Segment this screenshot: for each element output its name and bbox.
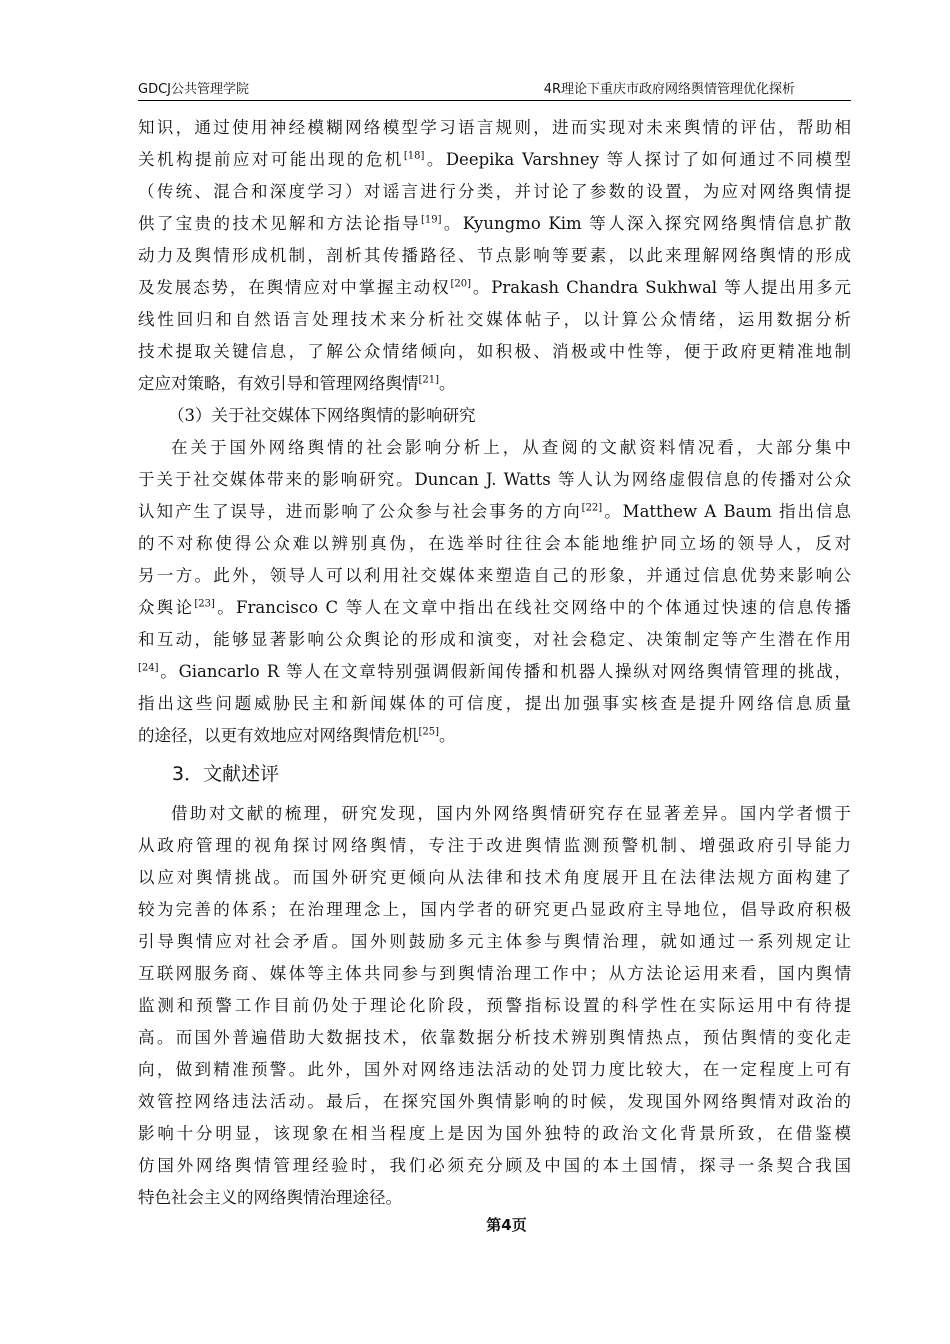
- text-line: （传统、混合和深度学习）对谣言进行分类，并讨论了参数的设置，为应对网络舆情提: [138, 182, 851, 201]
- text-line: 知识，通过使用神经模糊网络模型学习语言规则，进而实现对未来舆情的评估，帮助相: [138, 118, 851, 137]
- text-line: 技术提取关键信息，了解公众情绪倾向，如积极、消极或中性等，便于政府更精准地制: [138, 342, 851, 361]
- text-line: 动力及舆情形成机制，剖析其传播路径、节点影响等要素，以此来理解网络舆情的形成: [138, 246, 851, 265]
- text-line: 影响十分明显，该现象在相当程度上是因为国外独特的政治文化背景所致，在借鉴模: [138, 1124, 851, 1143]
- text-line: 于关于社交媒体带来的影响研究。Duncan J. Watts 等人认为网络虚假信息的传播对公众: [138, 470, 851, 489]
- text-line: 以应对舆情挑战。而国外研究更倾向从法律和技术角度展开且在法律法规方面构建了: [138, 868, 851, 887]
- text-line: 关机构提前应对可能出现的危机[18]。Deepika Varshney 等人探讨了如何通过不同模型: [138, 150, 852, 169]
- text-line: 及发展态势，在舆情应对中掌握主动权[20]。Prakash Chandra Sukhwal 等人提出用多元: [138, 278, 851, 297]
- header-rule: [138, 100, 851, 101]
- text-line: [24]。Giancarlo R 等人在文章特别强调假新闻传播和机器人操纵对网络舆情管理的挑战，: [138, 662, 851, 681]
- text-line: 线性回归和自然语言处理技术来分析社交媒体帖子，以计算公众情绪，运用数据分析: [138, 310, 851, 329]
- page-header: [138, 72, 851, 96]
- text-line: 的不对称使得公众难以辨别真伪，在选举时往往会本能地维护同立场的领导人，反对: [138, 534, 851, 553]
- text-line: 的途径，以更有效地应对网络舆情危机[25]。: [138, 726, 456, 745]
- text-line: 另一方。此外，领导人可以利用社交媒体来塑造自己的形象，并通过信息优势来影响公: [138, 566, 851, 585]
- text-line: 在关于国外网络舆情的社会影响分析上，从查阅的文献资料情况看，大部分集中: [171, 438, 851, 457]
- text-line: 向，做到精准预警。此外，国外对网络违法活动的处罚力度比较大，在一定程度上可有: [138, 1060, 851, 1079]
- text-line: 和互动，能够显著影响公众舆论的形成和演变，对社会稳定、决策制定等产生潜在作用: [138, 630, 851, 649]
- text-line: 效管控网络违法活动。最后，在探究国外舆情影响的时候，发现国外网络舆情对政治的: [138, 1092, 851, 1111]
- text-line: 监测和预警工作目前仍处于理论化阶段，预警指标设置的科学性在实际运用中有待提: [138, 996, 851, 1015]
- paragraph-2: [138, 432, 851, 752]
- paragraph-3: [138, 798, 851, 1214]
- paragraph-1: [138, 112, 851, 400]
- text-line: 高。而国外普遍借助大数据技术，依靠数据分析技术辨别舆情热点，预估舆情的变化走: [138, 1028, 851, 1047]
- text-line: 定应对策略，有效引导和管理网络舆情[21]。: [138, 374, 456, 393]
- text-line: 指出这些问题威胁民主和新闻媒体的可信度，提出加强事实核查是提升网络信息质量: [138, 694, 851, 713]
- text-line: 借助对文献的梳理，研究发现，国内外网络舆情研究存在显著差异。国内学者惯于: [171, 804, 851, 823]
- page-body: [138, 112, 851, 1214]
- text-line: 仿国外网络舆情管理经验时，我们必须充分顾及中国的本土国情，探寻一条契合我国: [138, 1156, 851, 1175]
- header-left: GDCJ公共管理学院: [138, 82, 249, 97]
- text-line: 引导舆情应对社会矛盾。国外则鼓励多元主体参与舆情治理，就如通过一系列规定让: [138, 932, 851, 951]
- text-line: 众舆论[23]。Francisco C 等人在文章中指出在线社交网络中的个体通过快速的信息传播: [138, 598, 852, 617]
- text-line: 较为完善的体系；在治理理念上，国内学者的研究更凸显政府主导地位，倡导政府积极: [138, 900, 851, 919]
- text-line: 供了宝贵的技术见解和方法论指导[19]。Kyungmo Kim 等人深入探究网络舆情信息扩散: [138, 214, 852, 233]
- text-line: 从政府管理的视角探讨网络舆情，专注于改进舆情监测预警机制、增强政府引导能力: [138, 836, 851, 855]
- header-right: 4R理论下重庆市政府网络舆情管理优化探析: [543, 82, 795, 97]
- text-line: 互联网服务商、媒体等主体共同参与到舆情治理工作中；从方法论运用来看，国内舆情: [138, 964, 851, 983]
- text-line: 特色社会主义的网络舆情治理途径。: [138, 1188, 402, 1207]
- subheading: （3）关于社交媒体下网络舆情的影响研究: [168, 406, 476, 425]
- text-line: 认知产生了误导，进而影响了公众参与社会事务的方向[22]。Matthew A Baum 指出信息: [138, 502, 851, 521]
- page-number: 第4页: [486, 1216, 527, 1234]
- section-heading: 3．文献述评: [172, 763, 280, 785]
